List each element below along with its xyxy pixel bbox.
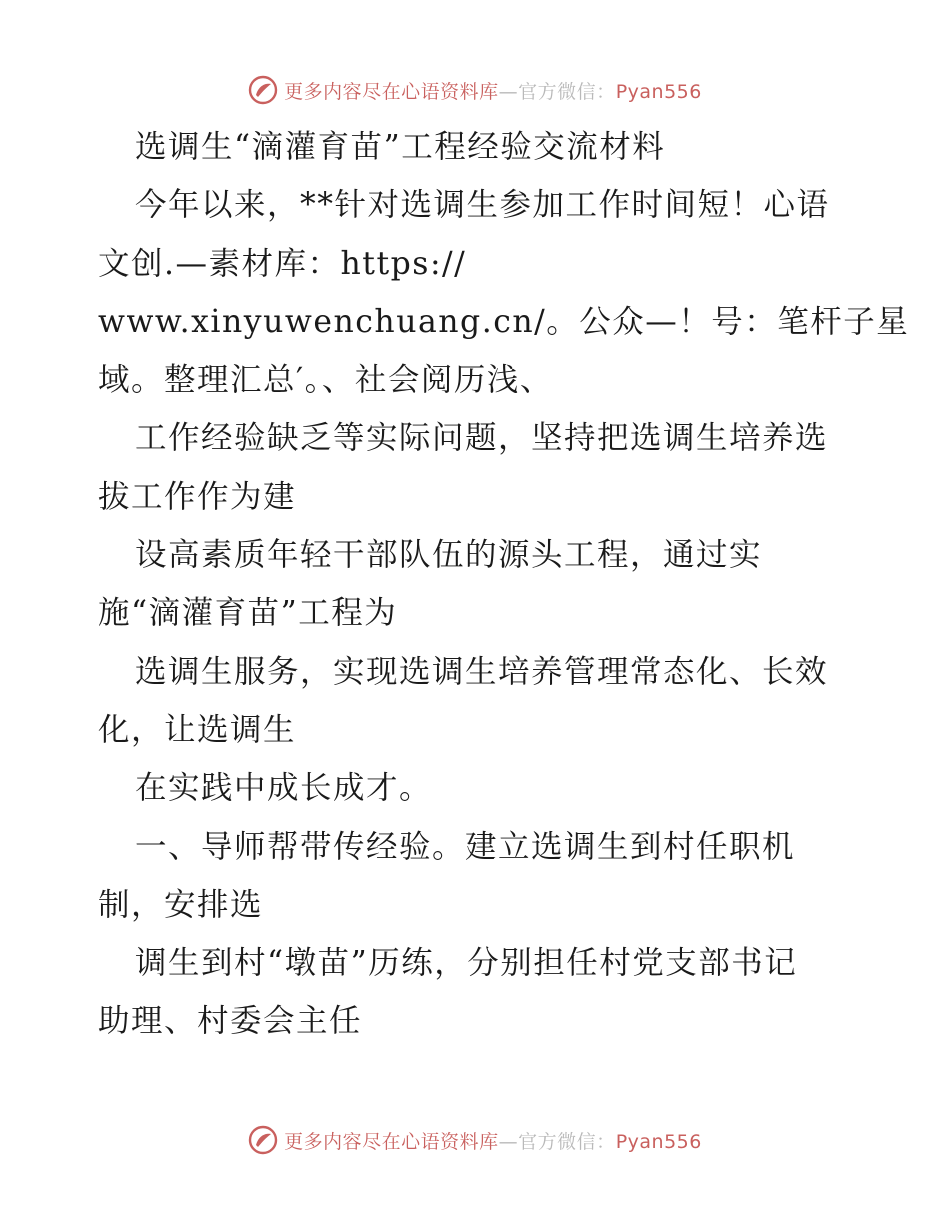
document-title: 选调生“滴灌育苗”工程经验交流材料	[135, 129, 666, 165]
paragraph-line: 制，安排选	[98, 886, 264, 923]
brand-logo-icon	[248, 1125, 278, 1155]
paragraph-line: 调生到村“墩苗”历练，分别担任村党支部书记	[135, 945, 798, 982]
footer-banner-text: 更多内容尽在心语资料库—官方微信：Pyan556	[284, 1130, 702, 1153]
paragraph-line: 助理、村委会主任	[98, 1003, 363, 1040]
section-heading-line: 一、导师帮带传经验。建立选调生到村任职机	[135, 828, 796, 865]
paragraph-line: 今年以来，**针对选调生参加工作时间短！心语	[135, 187, 830, 224]
paragraph-line: 文创.—素材库：https://	[98, 245, 467, 282]
header-banner	[0, 70, 950, 110]
header-banner-text: 更多内容尽在心语资料库—官方微信：Pyan556	[284, 80, 702, 103]
paragraph-line: 在实践中成长成才。	[135, 770, 433, 807]
paragraph-line: www.xinyuwenchuang.cn/。公众—！号：笔杆子星	[98, 303, 910, 340]
paragraph-line: 设高素质年轻干部队伍的源头工程，通过实	[135, 537, 763, 574]
document-body	[98, 118, 910, 1051]
footer-banner	[0, 1120, 950, 1160]
paragraph-line: 域。整理汇总′。、社会阅历浅、	[98, 362, 553, 399]
paragraph-line: 施“滴灌育苗”工程为	[98, 595, 398, 632]
brand-logo-icon	[248, 75, 278, 105]
paragraph-line: 选调生服务，实现选调生培养管理常态化、长效	[135, 653, 829, 690]
paragraph-line: 工作经验缺乏等实际问题，坚持把选调生培养选	[135, 420, 829, 457]
paragraph-line: 拔工作作为建	[98, 478, 297, 515]
paragraph-line: 化，让选调生	[98, 711, 297, 748]
